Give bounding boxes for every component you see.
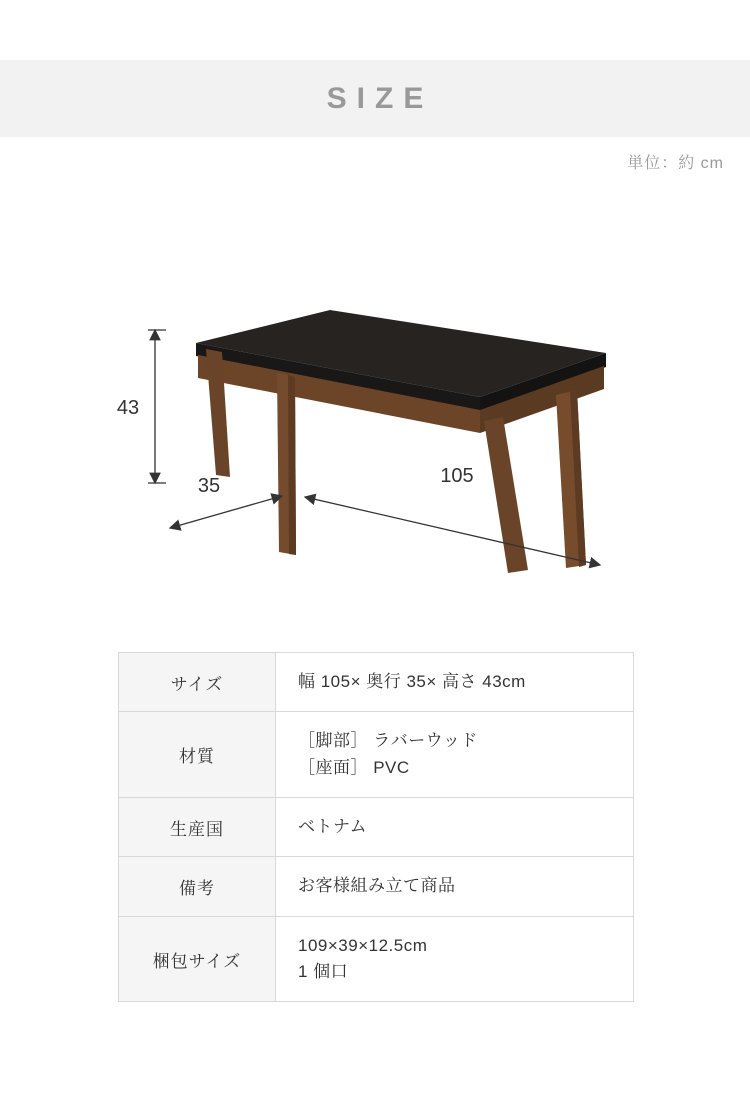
bench-dimension-diagram [0,225,750,605]
spec-label-remarks: 備考 [119,857,276,916]
table-row [119,857,634,916]
spec-value-line: ［脚部］ ラバーウッド [298,731,478,751]
spec-value-material [276,712,634,798]
depth-dimension-line [170,496,282,528]
spec-value-line: 109×39×12.5cm [298,935,428,955]
spec-value-size [276,653,634,712]
spec-value-line: ［座面］ PVC [298,757,410,777]
spec-value-line: 1 個口 [298,962,349,982]
spec-table-body [119,653,634,1002]
width-dimension-line [305,497,600,565]
table-row [119,712,634,798]
spec-value-country [276,798,634,857]
spec-label-size: サイズ [119,653,276,712]
spec-value-line: ベトナム [298,817,368,837]
table-row [119,798,634,857]
spec-value-remarks [276,857,634,916]
depth-label: 35 [197,475,221,497]
leg-shade-1 [288,375,296,555]
table-row [119,653,634,712]
spec-label-country: 生産国 [119,798,276,857]
spec-value-line: お客様組み立て商品 [298,876,456,896]
table-row [119,916,634,1002]
height-label: 43 [116,397,140,419]
spec-table [118,652,634,1002]
bench-leg-back-right [484,417,528,573]
spec-label-material: 材質 [119,712,276,798]
spec-value-package-size [276,916,634,1002]
page-title: SIZE [326,81,434,115]
unit-note: 単位：約 cm [627,155,724,172]
width-label: 105 [440,465,474,487]
spec-value-line: 幅 105× 奥行 35× 高さ 43cm [298,672,526,691]
size-header-band [0,60,750,137]
spec-label-package-size: 梱包サイズ [119,916,276,1002]
